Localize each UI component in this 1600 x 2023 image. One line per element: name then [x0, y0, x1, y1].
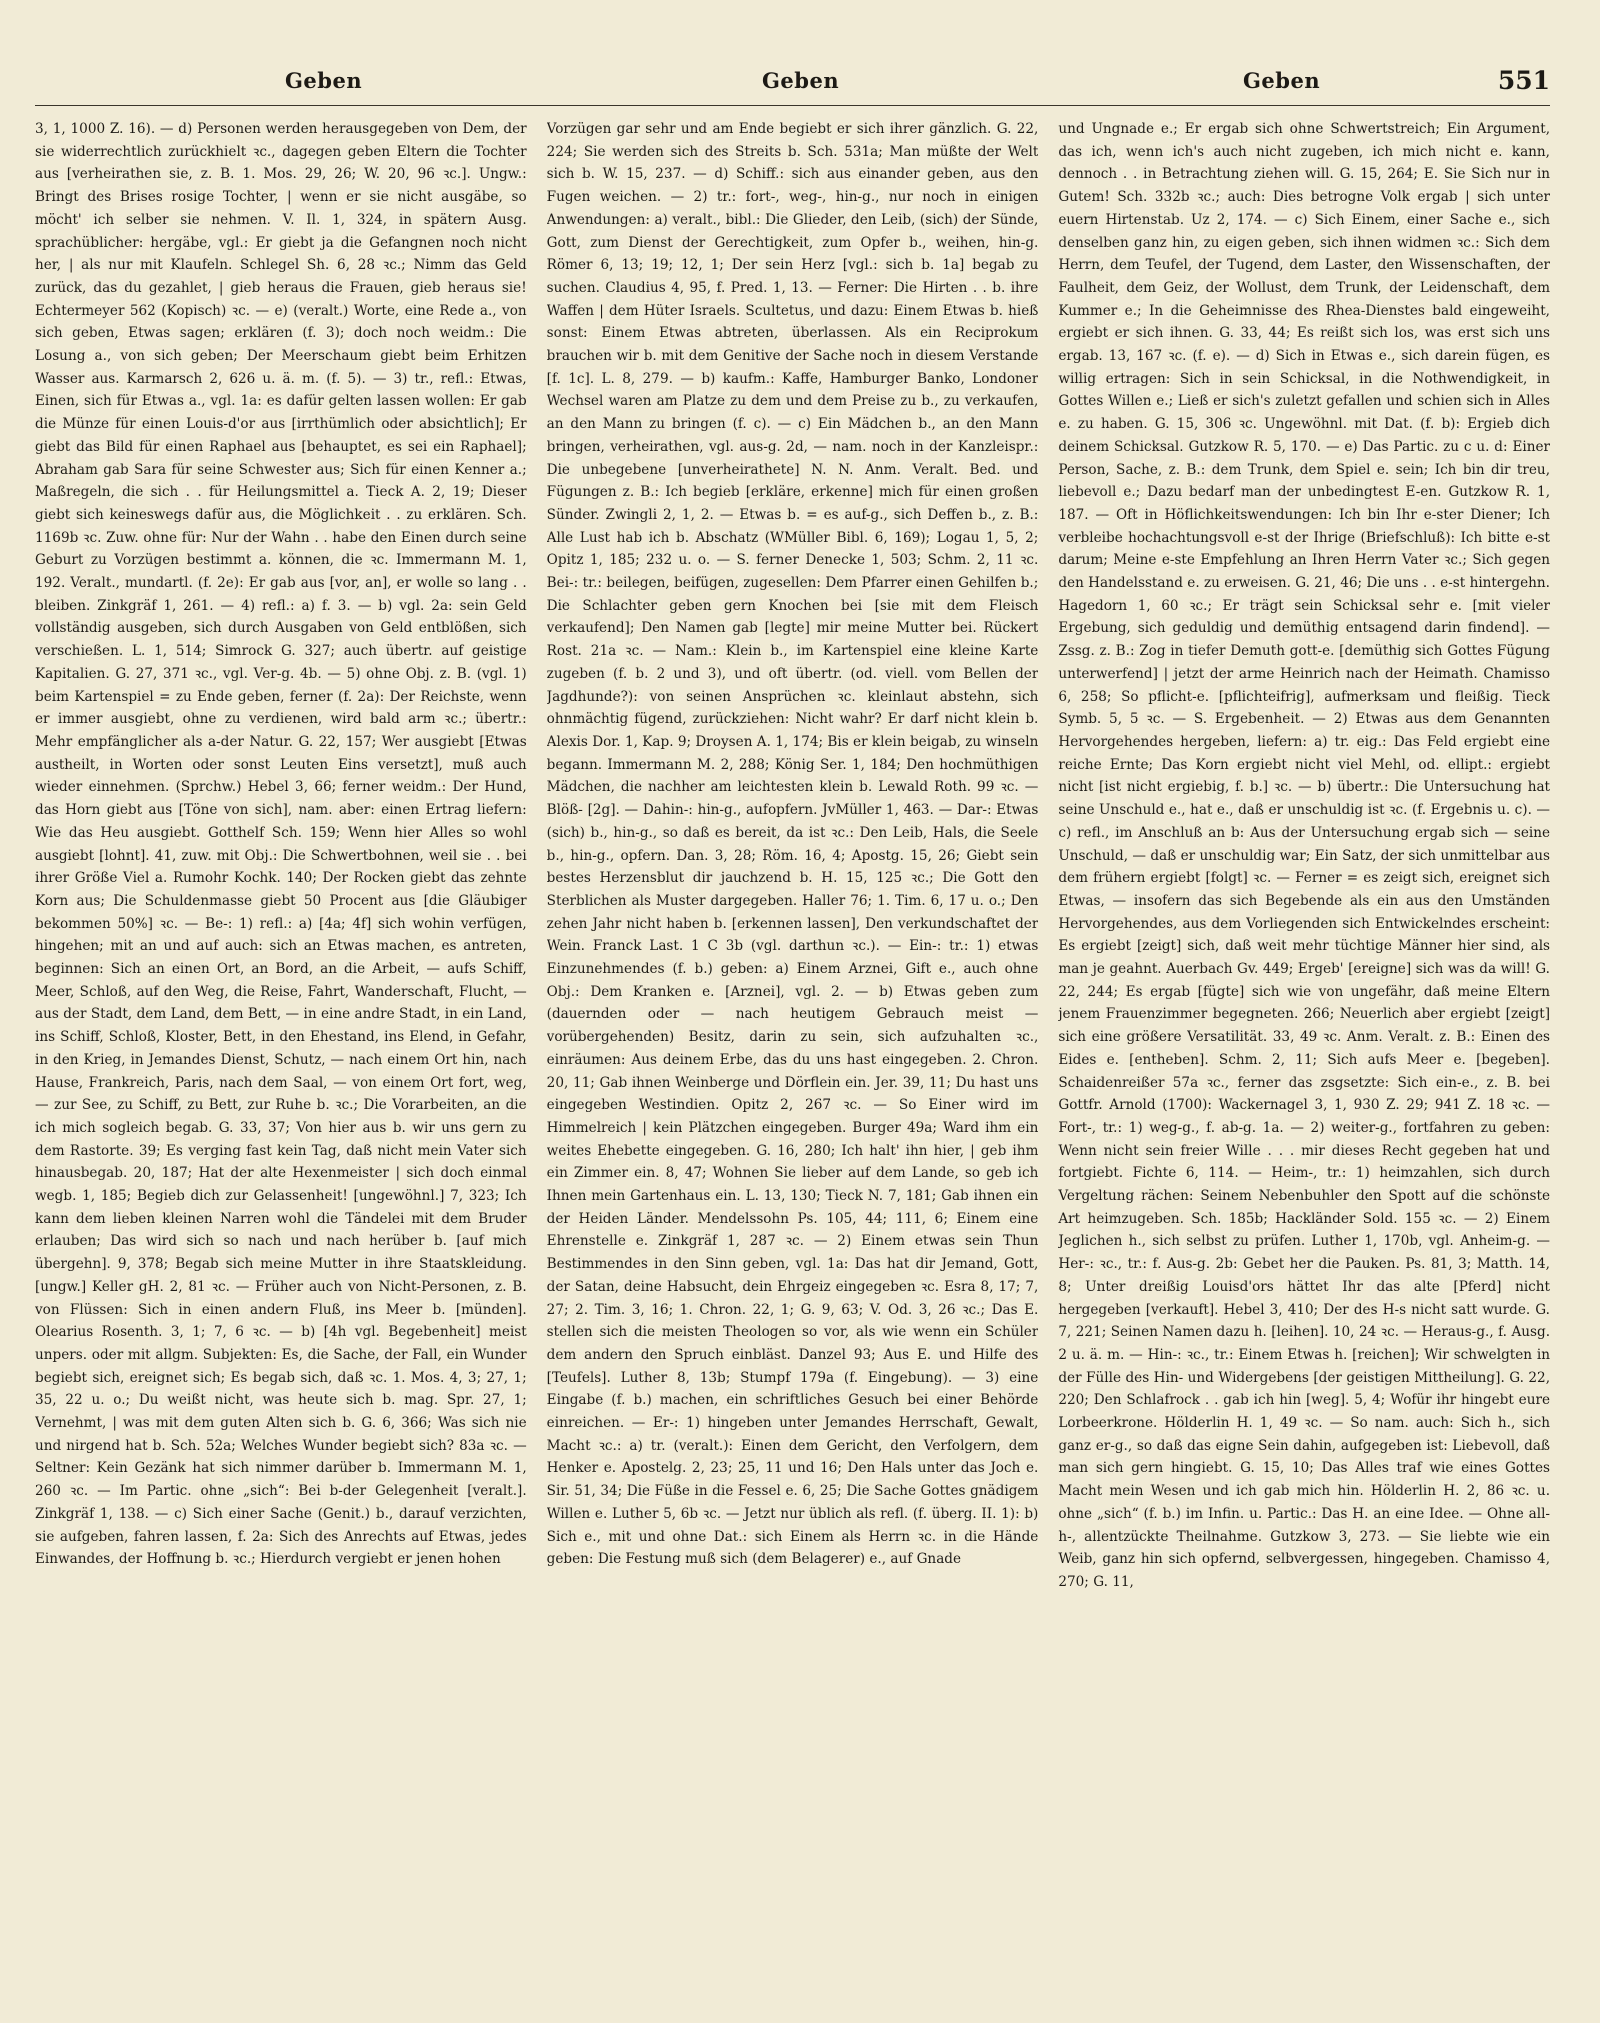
- running-head-center: Geben: [762, 68, 840, 93]
- column-center: [547, 118, 1039, 1989]
- running-head-left: Geben: [285, 68, 363, 93]
- header-rule: [35, 105, 1550, 106]
- column-right-text: und Ungnade e.; Er ergab sich ohne Schwertstreich; Ein Argument, das ich, wenn ich's auch nicht zugeben, ich mich nicht e. kann, dennoch . . in Betrachtung ziehen will. G. 15, 264; E. Sie Sich nur in Gutem! Sch. 332b ꝛc.; auch: Dies betrogne Volk ergab | sich unter euern Hirtenstab. Uz 2, 174. — c) Sich Einem, einer Sache e., sich denselben ganz hin, zu eigen geben, sich ihnen widmen ꝛc.: Sich dem Herrn, dem Teufel, der Tugend, dem Laster, den Wissenschaften, der Faulheit, dem Geiz, der Wollust, dem Trunk, der Leidenschaft, dem Kummer e.; In die Geheimnisse des Rhea-Dienstes bald eingeweiht, ergiebt er sich ihnen. G. 33, 44; Es reißt sich los, was erst sich uns ergab. 13, 167 ꝛc. (f. e). — d) Sich in Etwas e., sich darein fügen, es willig ertragen: Sich in sein Schicksal, in die Nothwendigkeit, in Gottes Willen e.; Ließ er sich's zuletzt gefallen und schien sich in Alles e. zu haben. G. 15, 306 ꝛc. Ungewöhnl. mit Dat. (f. b): Ergieb dich deinem Schicksal. Gutzkow R. 5, 170. — e) Das Partic. zu c u. d: Einer Person, Sache, z. B.: dem Trunk, dem Spiel e. sein; Ich bin dir treu, liebevoll e.; Dazu bedarf man der unbedingtest E-en. Gutzkow R. 1, 187. — Oft in Höflichkeitswendungen: Ich bin Ihr e-ster Diener; Ich verbleibe hochachtungsvoll e-st der Ihrige (Briefschluß): Ich bitte e-st darum; Meine e-ste Empfehlung an Ihren Herrn Vater ꝛc.; Sich gegen den Handelsstand e. zu erweisen. G. 21, 46; Die uns . . e-st hintergehn. Hagedorn 1, 60 ꝛc.; Er trägt sein Schicksal sehr e. [mit vieler Ergebung, sich geduldig und demüthig entsagend darin findend]. — Zssg. z. B.: Zog in tiefer Demuth gott-e. [demüthig sich Gottes Fügung unterwerfend] | jetzt der arme Heinrich nach der Heimath. Chamisso 6, 258; So pflicht-e. [pflichteifrig], aufmerksam und fleißig. Tieck Symb. 5, 5 ꝛc. — S. Ergebenheit. — 2) Etwas aus dem Genannten Hervorgehendes hergeben, liefern: a) tr. eig.: Das Feld ergiebt eine reiche Ernte; Das Korn ergiebt nicht viel Mehl, od. ellipt.: ergiebt nicht [ist nicht ergiebig, f. b.] ꝛc. — b) übertr.: Die Untersuchung hat seine Unschuld e., hat e., daß er unschuldig ist ꝛc. (f. Ergebnis u. c). — c) refl., im Anschluß an b: Aus der Untersuchung ergab sich — seine Unschuld, — daß er unschuldig war; Ein Satz, der sich unmittelbar aus dem frühern ergiebt [folgt] ꝛc. — Ferner = es zeigt sich, ereignet sich Etwas, — insofern das sich Begebende als ein aus den Umständen Hervorgehendes, aus dem Vorliegenden sich Entwickelndes erscheint: Es ergiebt [zeigt] sich, daß weit mehr tüchtige Männer hier sind, als man je geahnt. Auerbach Gv. 449; Ergeb' [ereigne] sich was da will! G. 22, 244; Es ergab [fügte] sich wie von ungefähr, daß meine Eltern jenem Frauenzimmer begegneten. 266; Neuerlich aber ergiebt [zeigt] sich eine größere Versatilität. 33, 49 ꝛc. Anm. Veralt. z. B.: Einen des Eides e. [entheben]. Schm. 2, 11; Sich aufs Meer e. [begeben]. Schaidenreißer 57a ꝛc., ferner das zsgsetzte: Sich ein-e., z. B. bei Gottfr. Arnold (1700): Wackernagel 3, 1, 930 Z. 29; 941 Z. 18 ꝛc. — Fort-, tr.: 1) weg-g., f. ab-g. 1a. — 2) weiter-g., fortfahren zu geben: Wenn nicht sein freier Wille . . . mir dieses Recht gegeben hat und fortgiebt. Fichte 6, 114. — Heim-, tr.: 1) heimzahlen, sich durch Vergeltung rächen: Seinem Nebenbuhler den Spott auf die schönste Art heimzugeben. Sch. 185b; Hackländer Sold. 155 ꝛc. — 2) Einem Jeglichen h., sich selbst zu prüfen. Luther 1, 170b, vgl. Anheim-g. — Her-: ꝛc., tr.: f. Aus-g. 2b: Gebet her die Pauken. Ps. 81, 3; Matth. 14, 8; Unter dreißig Louisd'ors hättet Ihr das alte [Pferd] nicht hergegeben [verkauft]. Hebel 3, 410; Der des H-s nicht satt wurde. G. 7, 221; Seinen Namen dazu h. [leihen]. 10, 24 ꝛc. — Heraus-g., f. Ausg. 2 u. ä. m. — Hin-: ꝛc., tr.: Einem Etwas h. [reichen]; Wir schwelgten in der Fülle des Hin- und Widergebens [der geistigen Mittheilung]. G. 22, 220; Den Schlafrock . . gab ich hin [weg]. 5, 4; Wofür ihr hingebt eure Lorbeerkrone. Hölderlin H. 1, 49 ꝛc. — So nam. auch: Sich h., sich ganz er-g., so daß das eigne Sein dahin, aufgegeben ist: Liebevoll, daß man sich gern hingiebt. G. 15, 10; Das Alles traf wie eines Gottes Macht mein Wesen und ich gab mich hin. Hölderlin H. 2, 86 ꝛc. u. ohne „sich“ (f. b.) im Infin. u. Partic.: Das H. an eine Idee. — Ohne all-h-, allentzückte Theilnahme. Gutzkow 3, 273. — Sie liebte wie ein Weib, ganz hin sich opfernd, selbvergessen, hingegeben. Chamisso 4, 270; G. 11,: [1058, 121, 1551, 1590]
- page-number: 551: [1497, 66, 1550, 95]
- column-center-text: Vorzügen gar sehr und am Ende begiebt er sich ihrer gänzlich. G. 22, 224; Sie werden sich des Streits b. Sch. 531a; Man müßte der Welt sich b. W. 15, 237. — d) Schiff.: sich aus einander geben, aus den Fugen weichen. — 2) tr.: fort-, weg-, hin-g., nur noch in einigen Anwendungen: a) veralt., bibl.: Die Glieder, den Leib, (sich) der Sünde, Gott, zum Dienst der Gerechtigkeit, zum Opfer b., weihen, hin-g. Römer 6, 13; 19; 12, 1; Der sein Herz [vgl.: sich b. 1a] begab zu suchen. Claudius 4, 95, f. Pred. 1, 13. — Ferner: Die Hirten . . b. ihre Waffen | dem Hüter Israels. Scultetus, und dazu: Einem Etwas b. hieß sonst: Einem Etwas abtreten, überlassen. Als ein Reciprokum brauchen wir b. mit dem Genitive der Sache noch in diesem Verstande [f. 1c]. L. 8, 279. — b) kaufm.: Kaffe, Hamburger Banko, Londoner Wechsel waren am Platze zu dem und dem Preise zu b., zu verkaufen, an den Mann zu bringen (f. c). — c) Ein Mädchen b., an den Mann bringen, verheirathen, vgl. aus-g. 2d, — nam. noch in der Kanzleispr.: Die unbegebene [unverheirathete] N. N. Anm. Veralt. Bed. und Fügungen z. B.: Ich begieb [erkläre, erkenne] mich für einen großen Sünder. Zwingli 2, 1, 2. — Etwas b. = es auf-g., sich Deffen b., z. B.: Alle Lust hab ich b. Abschatz (WMüller Bibl. 6, 169); Logau 1, 5, 2; Opitz 1, 185; 232 u. o. — S. ferner Denecke 1, 503; Schm. 2, 11 ꝛc. Bei-: tr.: beilegen, beifügen, zugesellen: Dem Pfarrer einen Gehilfen b.; Die Schlachter geben gern Knochen bei [sie mit dem Fleisch verkaufend]; Den Namen gab [legte] mir meine Mutter bei. Rückert Rost. 21a ꝛc. — Nam.: Klein b., im Kartenspiel eine kleine Karte zugeben (f. b. 2 und 3), und oft übertr. (od. viell. vom Bellen der Jagdhunde?): von seinen Ansprüchen ꝛc. kleinlaut abstehn, sich ohnmächtig fügend, zurückziehen: Nicht wahr? Er darf nicht klein b. Alexis Dor. 1, Kap. 9; Droysen A. 1, 174; Bis er klein beigab, zu winseln begann. Immermann M. 2, 288; König Ser. 1, 184; Den hochmüthigen Mädchen, die nachher am leichtesten klein b. Lewald Roth. 99 ꝛc. — Blöß- [2g]. — Dahin-: hin-g., aufopfern. JvMüller 1, 463. — Dar-: Etwas (sich) b., hin-g., so daß es bereit, da ist ꝛc.: Den Leib, Hals, die Seele b., hin-g., opfern. Dan. 3, 28; Röm. 16, 4; Apostg. 15, 26; Giebt sein bestes Herzensblut dir jauchzend b. H. 15, 125 ꝛc.; Die Gott den Sterblichen als Muster dargegeben. Haller 76; 1. Tim. 6, 17 u. o.; Den zehen Jahr nicht haben b. [erkennen lassen], Den verkundschaftet der Wein. Franck Last. 1 C 3b (vgl. darthun ꝛc.). — Ein-: tr.: 1) etwas Einzunehmendes (f. b.) geben: a) Einem Arznei, Gift e., auch ohne Obj.: Dem Kranken e. [Arznei], vgl. 2. — b) Etwas geben zum (dauernden oder — nach heutigem Gebrauch meist — vorübergehenden) Besitz, darin zu sein, sich aufzuhalten ꝛc., einräumen: Aus deinem Erbe, das du uns hast eingegeben. 2. Chron. 20, 11; Gab ihnen Weinberge und Dörflein ein. Jer. 39, 11; Du hast uns eingegeben Westindien. Opitz 2, 267 ꝛc. — So Einer wird im Himmelreich | kein Plätzchen eingegeben. Burger 49a; Ward ihm ein weites Ehebette eingegeben. G. 16, 280; Ich halt' ihn hier, | geb ihm ein Zimmer ein. 8, 47; Wohnen Sie lieber auf dem Lande, so geb ich Ihnen mein Gartenhaus ein. L. 13, 130; Tieck N. 7, 181; Gab ihnen ein der Heiden Länder. Mendelssohn Ps. 105, 44; 111, 6; Einem eine Ehrenstelle e. Zinkgräf 1, 287 ꝛc. — 2) Einem etwas sein Thun Bestimmendes in den Sinn geben, vgl. 1a: Das hat dir Jemand, Gott, der Satan, deine Habsucht, dein Ehrgeiz eingegeben ꝛc. Esra 8, 17; 7, 27; 2. Tim. 3, 16; 1. Chron. 22, 1; G. 9, 63; V. Od. 3, 26 ꝛc.; Das E. stellen sich die meisten Theologen so vor, als wie wenn ein Schüler dem andern den Spruch einbläst. Danzel 93; Aus E. und Hilfe des [Teufels]. Luther 8, 13b; Stumpf 179a (f. Eingebung). — 3) eine Eingabe (f. b.) machen, ein schriftliches Gesuch bei einer Behörde einreichen. — Er-: 1) hingeben unter Jemandes Herrschaft, Gewalt, Macht ꝛc.: a) tr. (veralt.): Einen dem Gericht, den Verfolgern, dem Henker e. Apostelg. 2, 23; 25, 11 und 16; Den Hals unter das Joch e. Sir. 51, 34; Die Füße in die Fessel e. 6, 25; Die Sache Gottes gnädigem Willen e. Luther 5, 6b ꝛc. — Jetzt nur üblich als refl. (f. überg. II. 1): b) Sich e., mit und ohne Dat.: sich Einem als Herrn ꝛc. in die Hände geben: Die Festung muß sich (dem Belagerer) e., auf Gnade: [546, 121, 1039, 1568]
- column-left-text: 3, 1, 1000 Z. 16). — d) Personen werden herausgegeben von Dem, der sie widerrechtlich zurückhielt ꝛc., dagegen geben Eltern die Tochter aus [verheirathen sie, z. B. 1. Mos. 29, 26; W. 20, 96 ꝛc.]. Ungw.: Bringt des Brises rosige Tochter, | wenn er sie nicht ausgäbe, so möcht' ich selber sie nehmen. V. Il. 1, 324, in spätern Ausg. sprachüblicher: hergäbe, vgl.: Er giebt ja die Gefangnen noch nicht her, | als nur mit Klaufeln. Schlegel Sh. 6, 28 ꝛc.; Nimm das Geld zurück, das du gezahlet, | gieb heraus die Frauen, gieb heraus sie! Echtermeyer 562 (Kopisch) ꝛc. — e) (veralt.) Worte, eine Rede a., von sich geben, Etwas sagen; erklären (f. 3); doch noch weidm.: Die Losung a., von sich geben; Der Meerschaum giebt beim Erhitzen Wasser aus. Karmarsch 2, 626 u. ä. m. (f. 5). — 3) tr., refl.: Etwas, Einen, sich für Etwas a., vgl. 1a: es dafür gelten lassen wollen: Er gab die Münze für einen Louis-d'or aus [irrthümlich oder absichtlich]; Er giebt das Bild für einen Raphael aus [behauptet, es sei ein Raphael]; Abraham gab Sara für seine Schwester aus; Sich für einen Kenner a.; Maßregeln, die sich . . für Heilungsmittel a. Tieck A. 2, 19; Dieser giebt sich keineswegs dafür aus, die Möglichkeit . . zu erklären. Sch. 1169b ꝛc. Zuw. ohne für: Nur der Wahn . . habe den Einen durch seine Geburt zu Vorzügen bestimmt a. können, die ꝛc. Immermann M. 1, 192. Veralt., mundartl. (f. 2e): Er gab aus [vor, an], er wolle so lang . . bleiben. Zinkgräf 1, 261. — 4) refl.: a) f. 3. — b) vgl. 2a: sein Geld vollständig ausgeben, sich durch Ausgaben von Geld entblößen, sich verschießen. L. 1, 514; Simrock G. 327; auch übertr. auf geistige Kapitalien. G. 27, 371 ꝛc., vgl. Ver-g. 4b. — 5) ohne Obj. z. B. (vgl. 1) beim Kartenspiel = zu Ende geben, ferner (f. 2a): Der Reichste, wenn er immer ausgiebt, ohne zu verdienen, wird bald arm ꝛc.; übertr.: Mehr empfänglicher als a-der Natur. G. 22, 157; Wer ausgiebt [Etwas austheilt, in Worten oder sonst Leuten Eins versetzt], muß auch wieder einnehmen. (Sprchw.) Hebel 3, 66; ferner weidm.: Der Hund, das Horn giebt aus [Töne von sich], nam. aber: einen Ertrag liefern: Wie das Heu ausgiebt. Gotthelf Sch. 159; Wenn hier Alles so wohl ausgiebt [lohnt]. 41, zuw. mit Obj.: Die Schwertbohnen, weil sie . . bei ihrer Größe Viel a. Rumohr Kochk. 140; Der Rocken giebt das zehnte Korn aus; Die Schuldenmasse giebt 50 Procent aus [die Gläubiger bekommen 50%] ꝛc. — Be-: 1) refl.: a) [4a; 4f] sich wohin verfügen, hingehen; mit an und auf auch: sich an Etwas machen, es antreten, beginnen: Sich an einen Ort, an Bord, an die Arbeit, — aufs Schiff, Meer, Schloß, auf den Weg, die Reise, Fahrt, Wanderschaft, Flucht, — aus der Stadt, dem Land, dem Bett, — in eine andre Stadt, in ein Land, ins Schiff, Schloß, Kloster, Bett, in den Ehestand, ins Elend, in Gefahr, in den Krieg, in Jemandes Dienst, Schutz, — nach einem Ort hin, nach Hause, Frankreich, Paris, nach dem Saal, — von einem Ort fort, weg, — zur See, zu Schiff, zu Bett, zur Ruhe b. ꝛc.; Die Vorarbeiten, an die ich mich sogleich begab. G. 33, 37; Von hier aus b. wir uns gern zu dem Rastorte. 39; Es verging fast kein Tag, daß nicht mein Vater sich hinausbegab. 20, 187; Hat der alte Hexenmeister | sich doch einmal wegb. 1, 185; Begieb dich zur Gelassenheit! [ungewöhnl.] 7, 323; Ich kann dem lieben kleinen Narren wohl die Tändelei mit dem Bruder erlauben; Das wird sich so nach und nach herüber b. [auf mich übergehn]. 9, 378; Begab sich meine Mutter in ihre Staatskleidung. [ungw.] Keller gH. 2, 81 ꝛc. — Früher auch von Nicht-Personen, z. B. von Flüssen: Sich in einen andern Fluß, ins Meer b. [münden]. Olearius Rosenth. 3, 1; 7, 6 ꝛc. — b) [4h vgl. Begebenheit] meist unpers. oder mit allgm. Subjekten: Es, die Sache, der Fall, ein Wunder begiebt sich, ereignet sich; Es begab sich, daß ꝛc. 1. Mos. 4, 3; 27, 1; 35, 22 u. o.; Du weißt nicht, was heute sich b. mag. Spr. 27, 1; Vernehmt, | was mit dem guten Alten sich b. G. 6, 366; Was sich nie und nirgend hat b. Sch. 52a; Welches Wunder begiebt sich? 83a ꝛc. — Seltner: Kein Gezänk hat sich nimmer darüber b. Immermann M. 1, 260 ꝛc. — Im Partic. ohne „sich“: Bei b-der Gelegenheit [veralt.]. Zinkgräf 1, 138. — c) Sich einer Sache (Genit.) b., darauf verzichten, sie aufgeben, fahren lassen, f. 2a: Sich des Anrechts auf Etwas, jedes Einwandes, der Hoffnung b. ꝛc.; Hierdurch vergiebt er jenen hohen: [35, 121, 527, 1568]
- column-left: [35, 118, 527, 1989]
- column-right: [1058, 118, 1550, 1989]
- text-columns: [35, 118, 1550, 1989]
- running-header: [35, 60, 1550, 108]
- running-head-right: Geben: [1243, 68, 1321, 93]
